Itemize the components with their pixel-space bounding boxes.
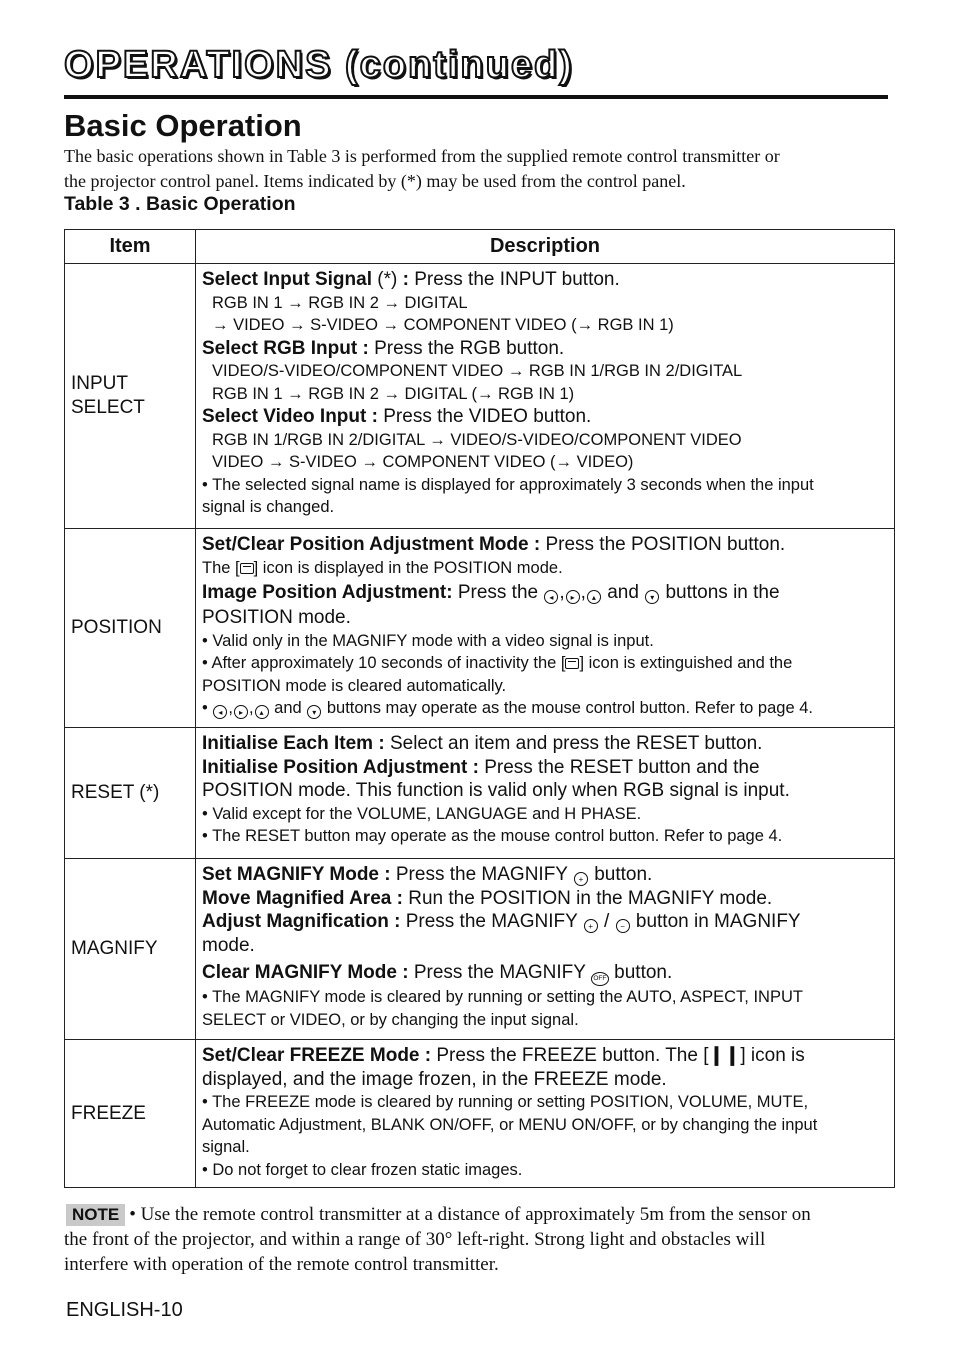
desc-line: VIDEO/S-VIDEO/COMPONENT VIDEO → RGB IN 1/RGB IN 2/DIGITAL bbox=[212, 362, 743, 380]
position-mode-icon bbox=[565, 658, 579, 669]
desc-line bbox=[202, 910, 888, 934]
description-cell-position bbox=[196, 529, 895, 728]
description-cell-reset bbox=[196, 728, 895, 859]
desc-line: mode. bbox=[202, 934, 255, 956]
item-label: SELECT bbox=[71, 397, 145, 418]
note-line: interfere with operation of the remote control transmitter. bbox=[64, 1254, 499, 1275]
desc-line: Image Position Adjustment: Press the ◂ , ▸ , ▴ and ▾ buttons in the bbox=[202, 582, 780, 603]
up-arrow-icon: ▴ bbox=[587, 590, 601, 604]
basic-operation-table bbox=[64, 229, 895, 1188]
desc-line: RGB IN 1 → RGB IN 2 → DIGITAL (→ RGB IN 1) bbox=[212, 384, 575, 403]
desc-text: Press the bbox=[452, 582, 544, 603]
note-text: • Use the remote control transmitter at a distance of approximately 5m from the sensor on bbox=[129, 1204, 811, 1225]
desc-text: • bbox=[202, 699, 213, 717]
desc-text: Press the VIDEO button. bbox=[377, 406, 592, 427]
desc-line: displayed, and the image frozen, in the FREEZE mode. bbox=[202, 1068, 667, 1090]
desc-text: Press the INPUT button. bbox=[408, 269, 620, 290]
desc-bold: Image Position Adjustment: bbox=[202, 582, 453, 603]
page-number: ENGLISH-10 bbox=[66, 1299, 183, 1321]
desc-bold: Initialise Each Item : bbox=[202, 733, 385, 754]
desc-text: / bbox=[598, 911, 615, 932]
description-cell-input-select bbox=[196, 264, 895, 529]
table-row bbox=[65, 1040, 895, 1188]
desc-line bbox=[202, 337, 888, 361]
desc-bold: : bbox=[402, 269, 409, 290]
table-row bbox=[65, 264, 895, 529]
desc-line: SELECT or VIDEO, or by changing the input signal. bbox=[202, 1010, 579, 1029]
desc-bold: Select Video Input : bbox=[202, 406, 378, 427]
desc-line: • The FREEZE mode is cleared by running or setting POSITION, VOLUME, MUTE, bbox=[202, 1093, 809, 1111]
desc-line bbox=[202, 1044, 888, 1068]
description-cell-freeze bbox=[196, 1040, 895, 1188]
desc-text: buttons in the bbox=[660, 582, 780, 603]
desc-text: (*) bbox=[371, 269, 403, 290]
desc-line bbox=[202, 887, 888, 911]
table-row bbox=[65, 529, 895, 728]
desc-line: → VIDEO → S-VIDEO → COMPONENT VIDEO (→ RGB IN 1) bbox=[212, 316, 674, 334]
desc-line: • Do not forget to clear frozen static images. bbox=[202, 1160, 523, 1179]
item-label: INPUT bbox=[71, 373, 128, 394]
desc-text: Press the RESET button and the bbox=[478, 756, 760, 778]
section-title: Basic Operation bbox=[64, 108, 302, 143]
intro-paragraph bbox=[64, 144, 894, 194]
note-line bbox=[64, 1202, 894, 1227]
left-arrow-icon: ◂ bbox=[544, 590, 558, 604]
freeze-icon: ❙❙ bbox=[708, 1045, 741, 1066]
desc-text: Press the MAGNIFY bbox=[408, 962, 591, 983]
header-rule bbox=[64, 95, 888, 99]
desc-text: Press the FREEZE button. The [ bbox=[431, 1045, 709, 1066]
right-arrow-icon: ▸ bbox=[234, 705, 248, 719]
item-cell-magnify: MAGNIFY bbox=[65, 859, 196, 1040]
desc-line bbox=[202, 863, 888, 887]
desc-line: signal. bbox=[202, 1138, 250, 1156]
desc-line: RGB IN 1/RGB IN 2/DIGITAL → VIDEO/S-VIDEO/COMPONENT VIDEO bbox=[212, 430, 742, 449]
down-arrow-icon: ▾ bbox=[307, 705, 321, 719]
table-row bbox=[65, 859, 895, 1040]
note-label: NOTE bbox=[66, 1204, 125, 1226]
note-section bbox=[64, 1202, 894, 1277]
table-row bbox=[65, 728, 895, 859]
magnify-minus-icon: − bbox=[616, 919, 630, 933]
desc-line: POSITION mode. bbox=[202, 607, 351, 628]
desc-line: signal is changed. bbox=[202, 498, 335, 516]
desc-line: • ◂ , ▸ , ▴ and ▾ buttons may operate as the mouse control button. Refer to page 4. bbox=[202, 699, 813, 717]
desc-text: Press the RGB button. bbox=[368, 337, 565, 359]
page-header-title: OPERATIONS (continued) bbox=[64, 44, 574, 86]
desc-line: Automatic Adjustment, BLANK ON/OFF, or MENU ON/OFF, or by changing the input bbox=[202, 1115, 818, 1134]
desc-text: button in MAGNIFY bbox=[630, 911, 801, 932]
table-caption: Table 3 . Basic Operation bbox=[64, 193, 296, 215]
desc-bold: Clear MAGNIFY Mode : bbox=[202, 962, 409, 983]
desc-text: and bbox=[601, 582, 645, 603]
desc-text: ] icon is extinguished and the bbox=[579, 654, 793, 672]
desc-line: POSITION mode is cleared automatically. bbox=[202, 676, 507, 695]
desc-text: • After approximately 10 seconds of inactivity the [ bbox=[202, 654, 566, 672]
magnify-plus-icon: + bbox=[574, 872, 588, 886]
item-cell-reset: RESET (*) bbox=[65, 728, 196, 859]
column-header-item: Item bbox=[65, 230, 196, 264]
description-cell-magnify bbox=[196, 859, 895, 1040]
note-line: the front of the projector, and within a range of 30° left-right. Strong light and obstacles will bbox=[64, 1229, 766, 1250]
desc-line: • The RESET button may operate as the mouse control button. Refer to page 4. bbox=[202, 827, 783, 845]
intro-line: The basic operations shown in Table 3 is performed from the supplied remote control transmitter or bbox=[64, 146, 780, 166]
desc-line bbox=[202, 268, 888, 292]
desc-text: Run the POSITION in the MAGNIFY mode. bbox=[402, 887, 773, 909]
desc-text: Press the POSITION button. bbox=[540, 534, 786, 555]
desc-text: Press the MAGNIFY bbox=[400, 911, 583, 932]
desc-bold: Adjust Magnification : bbox=[202, 911, 401, 932]
item-cell-input-select bbox=[65, 264, 196, 529]
desc-bold: Set MAGNIFY Mode : bbox=[202, 864, 391, 885]
down-arrow-icon: ▾ bbox=[645, 590, 659, 604]
column-header-description: Description bbox=[196, 230, 895, 264]
desc-text: ] icon is bbox=[740, 1045, 805, 1066]
desc-bold: Select RGB Input : bbox=[202, 337, 369, 359]
desc-line: POSITION mode. This function is valid only when RGB signal is input. bbox=[202, 780, 790, 801]
left-arrow-icon: ◂ bbox=[213, 705, 227, 719]
magnify-off-icon: OFF bbox=[591, 972, 609, 986]
desc-line bbox=[202, 732, 888, 756]
desc-text: and bbox=[269, 699, 307, 717]
desc-line bbox=[202, 533, 888, 557]
desc-text: Press the MAGNIFY bbox=[390, 864, 573, 885]
desc-bold: Initialise Position Adjustment : bbox=[202, 756, 479, 778]
desc-text: buttons may operate as the mouse control button. Refer to page 4. bbox=[322, 699, 813, 717]
desc-line bbox=[202, 652, 888, 675]
item-cell-position: POSITION bbox=[65, 529, 196, 728]
desc-bold: Set/Clear Position Adjustment Mode : bbox=[202, 534, 541, 555]
item-cell-freeze: FREEZE bbox=[65, 1040, 196, 1188]
table-header-row bbox=[65, 230, 895, 264]
desc-text: Select an item and press the RESET button. bbox=[384, 733, 763, 754]
magnify-plus-icon: + bbox=[584, 919, 598, 933]
right-arrow-icon: ▸ bbox=[566, 590, 580, 604]
desc-text: The [ bbox=[202, 558, 240, 577]
desc-bold: Move Magnified Area : bbox=[202, 887, 403, 909]
desc-line: RGB IN 1 → RGB IN 2 → DIGITAL bbox=[212, 293, 468, 312]
desc-line bbox=[202, 405, 888, 429]
desc-line: • The selected signal name is displayed for approximately 3 seconds when the input bbox=[202, 475, 814, 494]
desc-line: VIDEO → S-VIDEO → COMPONENT VIDEO (→ VIDEO) bbox=[212, 453, 634, 471]
desc-bold: Set/Clear FREEZE Mode : bbox=[202, 1045, 432, 1066]
desc-text: button. bbox=[608, 962, 673, 983]
desc-line bbox=[202, 961, 888, 986]
desc-line: • The MAGNIFY mode is cleared by running or setting the AUTO, ASPECT, INPUT bbox=[202, 988, 803, 1006]
desc-bold: Select Input Signal bbox=[202, 269, 372, 290]
up-arrow-icon: ▴ bbox=[255, 705, 269, 719]
desc-line bbox=[202, 756, 888, 780]
desc-line bbox=[202, 557, 888, 580]
intro-line: the projector control panel. Items indicated by (*) may be used from the control panel. bbox=[64, 171, 686, 191]
position-mode-icon bbox=[240, 563, 254, 574]
desc-line: • Valid only in the MAGNIFY mode with a video signal is input. bbox=[202, 631, 654, 650]
desc-text: ] icon is displayed in the POSITION mode. bbox=[253, 558, 563, 577]
desc-text: button. bbox=[588, 864, 653, 885]
desc-line: • Valid except for the VOLUME, LANGUAGE and H PHASE. bbox=[202, 804, 642, 823]
